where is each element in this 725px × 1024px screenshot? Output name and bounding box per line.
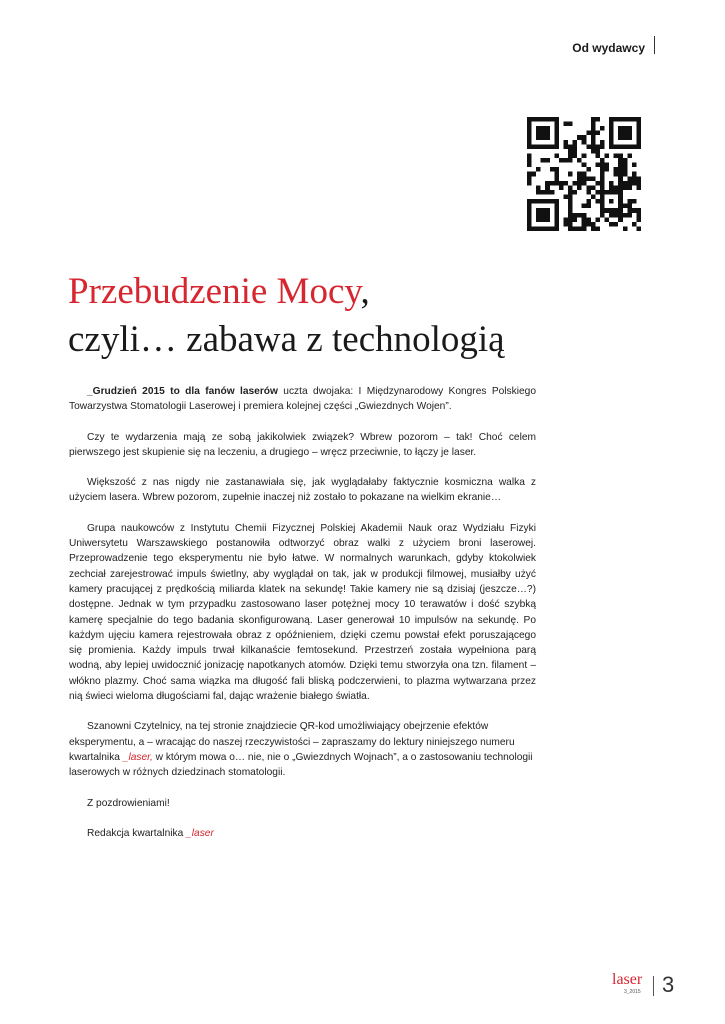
paragraph-lead: _Grudzień 2015 to dla fanów laserów (87, 386, 278, 397)
paragraph-1 (69, 384, 536, 415)
paragraph-3: Większość z nas nigdy nie zastanawiała się, jak wyglądałaby faktycznie kosmiczna walka z użyciem lasera. Wbrew pozorom, zupełnie inaczej niż zostało to pokazane na wielkim ekranie… (69, 477, 536, 504)
paragraph-5-text-a: Szanowni Czytelnicy, na tej stronie znajdziecie QR-kod umożliwiający obejrzenie efektów eksperymentu, a – wracając do naszej rzeczywistości – zapraszamy do lektury niniejszego numeru kwartalnika (69, 721, 515, 763)
paragraph-1-text: uczta dwojaka: I Międzynarodowy Kongres Polskiego Towarzystwa Stomatologii Laserowej i premiera kolejnej części „Gwiezdnych Wojen”. (69, 386, 536, 413)
article-title (68, 268, 668, 364)
paragraph-2: Czy te wydarzenia mają ze sobą jakikolwiek związek? Wbrew pozorom – tak! Choć celem pierwszego jest skupienie się na leczeniu, a drugiego – wręcz przeciwnie, to łączy je laser. (69, 431, 536, 458)
signature-brand: _laser (186, 827, 214, 839)
paragraph-4: Grupa naukowców z Instytutu Chemii Fizycznej Polskiej Akademii Nauk oraz Wydziału Fizyki Uniwersytetu Warszawskiego postanowiła odtworzyć obraz walki z użyciem broni laserowej. Przeprowadzenie tego eksperymentu nie było łatwe. W normalnych warunkach, gdyby ktokolwiek zechciał zarejestrować impuls świetlny, aby wyglądał on tak, jak w produkcji filmowej, musiałby użyć kamery pracującej z prędkością miliarda klatek na sekundę! Takie kamery nie są dzisiaj (jeszcze…?) dostępne. Jednak w tym przypadku zastosowano laser potężnej mocy 10 terawatów i dość szybką kamerę specjalnie do tego badania skonfigurowaną. Laser generował 10 impulsów na sekundę. Po każdym ujęciu kamera rejestrowała obraz z opóźnieniem, dzięki czemu powstał efekt poruszającego się promienia. Każdy impuls trwał kilkanaście femtosekund. Przestrzeń została wypełniona parą wodną, aby lepiej uwidocznić jonizację napotkanych atomów. Dzięki temu stworzyła ona tzn. filament – włókno plazmy. Choć sama wiązka ma długość fali bliską podczerwieni, to plazma wytwarzana przez nią świeci wieloma długościami fal, dając wrażenie białego światła. (69, 522, 536, 703)
section-divider (654, 36, 655, 54)
footer-issue: 3_2015 (624, 989, 641, 995)
page-number: 3 (662, 972, 675, 997)
footer-divider (653, 976, 654, 996)
section-label: Od wydawcy (572, 41, 645, 55)
paragraph-5-text-b: w którym mowa o… nie, nie o „Gwiezdnych Wojnach”, a o zastosowaniu technologii laserowych w różnych dziedzinach stomatologii. (69, 751, 533, 779)
greeting: Z pozdrowieniami! (87, 797, 170, 809)
article-title-highlight: Przebudzenie Mocy (68, 271, 361, 312)
signature-text: Redakcja kwartalnika (87, 827, 187, 839)
qr-code-icon[interactable] (527, 117, 641, 231)
article-subtitle: czyli… zabawa z technologią (68, 319, 505, 360)
footer-brand-logo: laser (612, 971, 643, 988)
paragraph-5 (69, 719, 536, 780)
article-body (69, 384, 536, 856)
article-title-comma: , (360, 271, 370, 312)
signature (69, 826, 536, 841)
brand-mention: _laser, (122, 751, 153, 763)
